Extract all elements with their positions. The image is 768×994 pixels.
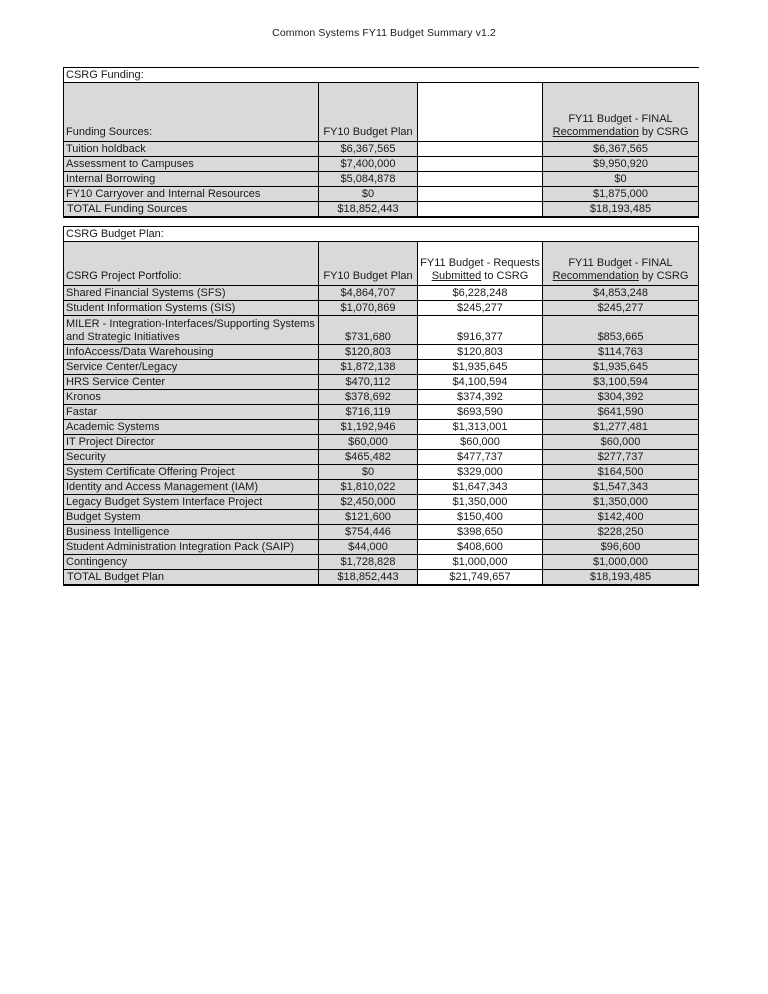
fy11-final-value-cell: $1,547,343 <box>543 480 699 495</box>
fy11-final-value-cell: $60,000 <box>543 435 699 450</box>
fy11-requests-value-cell <box>418 157 543 172</box>
fy10-value-cell: $120,803 <box>319 345 418 360</box>
fy11-final-value-cell: $853,665 <box>543 316 699 345</box>
project-label-cell: InfoAccess/Data Warehousing <box>64 345 319 360</box>
fy10-budget-plan-header: FY10 Budget Plan <box>319 242 418 286</box>
fy10-value-cell: $0 <box>319 465 418 480</box>
fy11-requests-value-cell <box>418 142 543 157</box>
project-label-cell: Student Administration Integration Pack (SAIP) <box>64 540 319 555</box>
table-row <box>64 420 699 435</box>
fy11-requests-value-cell: $408,600 <box>418 540 543 555</box>
budget-caption: CSRG Budget Plan: <box>64 227 699 242</box>
table-row <box>64 450 699 465</box>
fy10-value-cell: $378,692 <box>319 390 418 405</box>
fy11-final-value-cell: $114,763 <box>543 345 699 360</box>
table-row <box>64 480 699 495</box>
funding-source-label-cell: Assessment to Campuses <box>64 157 319 172</box>
table-row <box>64 301 699 316</box>
fy11-final-value-cell: $4,853,248 <box>543 286 699 301</box>
total-fy10-cell: $18,852,443 <box>319 202 418 218</box>
fy11-requests-value-cell <box>418 187 543 202</box>
fy11-requests-value-cell: $329,000 <box>418 465 543 480</box>
total-requests-cell <box>418 202 543 218</box>
table-row <box>64 360 699 375</box>
fy10-value-cell: $1,070,869 <box>319 301 418 316</box>
fy10-value-cell: $7,400,000 <box>319 157 418 172</box>
fy11-final-header <box>543 83 699 142</box>
fy11-final-value-cell: $1,350,000 <box>543 495 699 510</box>
fy11-final-value-cell: $228,250 <box>543 525 699 540</box>
project-label-cell: Legacy Budget System Interface Project <box>64 495 319 510</box>
recommendation-word: Recommendation <box>552 126 639 138</box>
fy11-final-value-cell: $1,875,000 <box>543 187 699 202</box>
funding-source-label-cell: Internal Borrowing <box>64 172 319 187</box>
funding-source-total-row <box>64 202 699 218</box>
fy11-requests-value-cell: $1,000,000 <box>418 555 543 570</box>
fy10-value-cell: $1,872,138 <box>319 360 418 375</box>
fy11-requests-value-cell: $693,590 <box>418 405 543 420</box>
table-row <box>64 555 699 570</box>
table-row <box>64 172 699 187</box>
fy11-final-value-cell: $164,500 <box>543 465 699 480</box>
fy11-final-value-cell: $6,367,565 <box>543 142 699 157</box>
total-fy10-cell: $18,852,443 <box>319 570 418 586</box>
project-label-cell: Shared Financial Systems (SFS) <box>64 286 319 301</box>
project-label-cell: Kronos <box>64 390 319 405</box>
project-label-cell: HRS Service Center <box>64 375 319 390</box>
fy11-requests-value-cell: $477,737 <box>418 450 543 465</box>
funding-caption: CSRG Funding: <box>64 68 699 83</box>
table-row <box>64 540 699 555</box>
fy11-requests-value-cell: $398,650 <box>418 525 543 540</box>
page-title: Common Systems FY11 Budget Summary v1.2 <box>272 27 496 39</box>
table-row <box>64 187 699 202</box>
fy10-value-cell: $4,864,707 <box>319 286 418 301</box>
table-row <box>64 435 699 450</box>
fy11-final-value-cell: $277,737 <box>543 450 699 465</box>
fy11-final-value-cell: $641,590 <box>543 405 699 420</box>
table-row <box>64 345 699 360</box>
total-final-cell: $18,193,485 <box>543 202 699 218</box>
total-label-cell: TOTAL Funding Sources <box>64 202 319 218</box>
fy11-requests-value-cell: $60,000 <box>418 435 543 450</box>
fy11-requests-value-cell: $245,277 <box>418 301 543 316</box>
table-row <box>64 495 699 510</box>
total-final-cell: $18,193,485 <box>543 570 699 586</box>
project-label-cell: Fastar <box>64 405 319 420</box>
fy11-final-value-cell: $3,100,594 <box>543 375 699 390</box>
fy11-final-header-line2 <box>545 270 696 283</box>
fy11-requests-value-cell: $1,935,645 <box>418 360 543 375</box>
project-label-cell: Service Center/Legacy <box>64 360 319 375</box>
fy11-final-header-line1: FY11 Budget - FINAL <box>568 257 673 269</box>
fy11-requests-value-cell: $916,377 <box>418 316 543 345</box>
fy11-final-header-line2 <box>545 126 696 139</box>
fy11-final-header-line1: FY11 Budget - FINAL <box>568 113 673 125</box>
submitted-word: Submitted <box>431 270 482 282</box>
fy11-final-value-cell: $304,392 <box>543 390 699 405</box>
fy11-requests-header-line2 <box>420 270 540 283</box>
project-total-row <box>64 570 699 586</box>
fy10-value-cell: $754,446 <box>319 525 418 540</box>
recommendation-word: Recommendation <box>552 270 639 282</box>
table-row <box>64 316 699 345</box>
fy11-final-value-cell: $1,000,000 <box>543 555 699 570</box>
fy11-requests-value-cell: $120,803 <box>418 345 543 360</box>
fy10-value-cell: $731,680 <box>319 316 418 345</box>
fy11-requests-value-cell: $1,647,343 <box>418 480 543 495</box>
project-label-cell: System Certificate Offering Project <box>64 465 319 480</box>
fy11-final-header <box>543 242 699 286</box>
fy11-final-value-cell: $245,277 <box>543 301 699 316</box>
funding-source-label-cell: Tuition holdback <box>64 142 319 157</box>
table-row <box>64 525 699 540</box>
budget-table <box>63 226 699 586</box>
table-row <box>64 405 699 420</box>
fy10-value-cell: $470,112 <box>319 375 418 390</box>
funding-sources-header: Funding Sources: <box>64 83 319 142</box>
table-row <box>64 157 699 172</box>
fy11-final-value-cell: $0 <box>543 172 699 187</box>
fy11-requests-header-line1: FY11 Budget - Requests <box>420 257 540 269</box>
fy10-value-cell: $1,728,828 <box>319 555 418 570</box>
fy11-requests-value-cell: $150,400 <box>418 510 543 525</box>
fy11-requests-value-cell: $6,228,248 <box>418 286 543 301</box>
fy10-value-cell: $121,600 <box>319 510 418 525</box>
by-csrg-text: by CSRG <box>638 270 689 282</box>
fy10-value-cell: $44,000 <box>319 540 418 555</box>
fy10-value-cell: $6,367,565 <box>319 142 418 157</box>
project-label-cell: Business Intelligence <box>64 525 319 540</box>
fy11-requests-header <box>418 242 543 286</box>
project-portfolio-header: CSRG Project Portfolio: <box>64 242 319 286</box>
project-label-cell: IT Project Director <box>64 435 319 450</box>
project-label-cell: Identity and Access Management (IAM) <box>64 480 319 495</box>
fy11-requests-value-cell: $1,313,001 <box>418 420 543 435</box>
fy10-value-cell: $5,084,878 <box>319 172 418 187</box>
project-label-cell: Student Information Systems (SIS) <box>64 301 319 316</box>
fy11-requests-value-cell: $4,100,594 <box>418 375 543 390</box>
table-row <box>64 465 699 480</box>
project-label-cell: Budget System <box>64 510 319 525</box>
fy10-value-cell: $1,192,946 <box>319 420 418 435</box>
fy10-value-cell: $465,482 <box>319 450 418 465</box>
total-label-cell: TOTAL Budget Plan <box>64 570 319 586</box>
table-row <box>64 286 699 301</box>
table-row <box>64 375 699 390</box>
fy11-requests-header <box>418 83 543 142</box>
project-label-cell: Contingency <box>64 555 319 570</box>
fy10-budget-plan-header: FY10 Budget Plan <box>319 83 418 142</box>
fy10-value-cell: $716,119 <box>319 405 418 420</box>
by-csrg-text: by CSRG <box>638 126 689 138</box>
project-label-cell: MILER - Integration-Interfaces/Supporting Systems and Strategic Initiatives <box>64 316 319 345</box>
fy11-requests-value-cell: $1,350,000 <box>418 495 543 510</box>
fy11-final-value-cell: $142,400 <box>543 510 699 525</box>
fy10-value-cell: $0 <box>319 187 418 202</box>
fy10-value-cell: $2,450,000 <box>319 495 418 510</box>
fy10-value-cell: $1,810,022 <box>319 480 418 495</box>
table-row <box>64 510 699 525</box>
table-row <box>64 390 699 405</box>
project-label-cell: Security <box>64 450 319 465</box>
funding-source-label-cell: FY10 Carryover and Internal Resources <box>64 187 319 202</box>
fy11-final-value-cell: $1,277,481 <box>543 420 699 435</box>
fy11-final-value-cell: $96,600 <box>543 540 699 555</box>
table-row <box>64 142 699 157</box>
fy10-value-cell: $60,000 <box>319 435 418 450</box>
fy11-final-value-cell: $9,950,920 <box>543 157 699 172</box>
fy11-requests-value-cell: $374,392 <box>418 390 543 405</box>
funding-table <box>63 67 699 218</box>
fy11-final-value-cell: $1,935,645 <box>543 360 699 375</box>
project-label-cell: Academic Systems <box>64 420 319 435</box>
total-requests-cell: $21,749,657 <box>418 570 543 586</box>
fy11-requests-value-cell <box>418 172 543 187</box>
to-csrg-text: to CSRG <box>481 270 529 282</box>
